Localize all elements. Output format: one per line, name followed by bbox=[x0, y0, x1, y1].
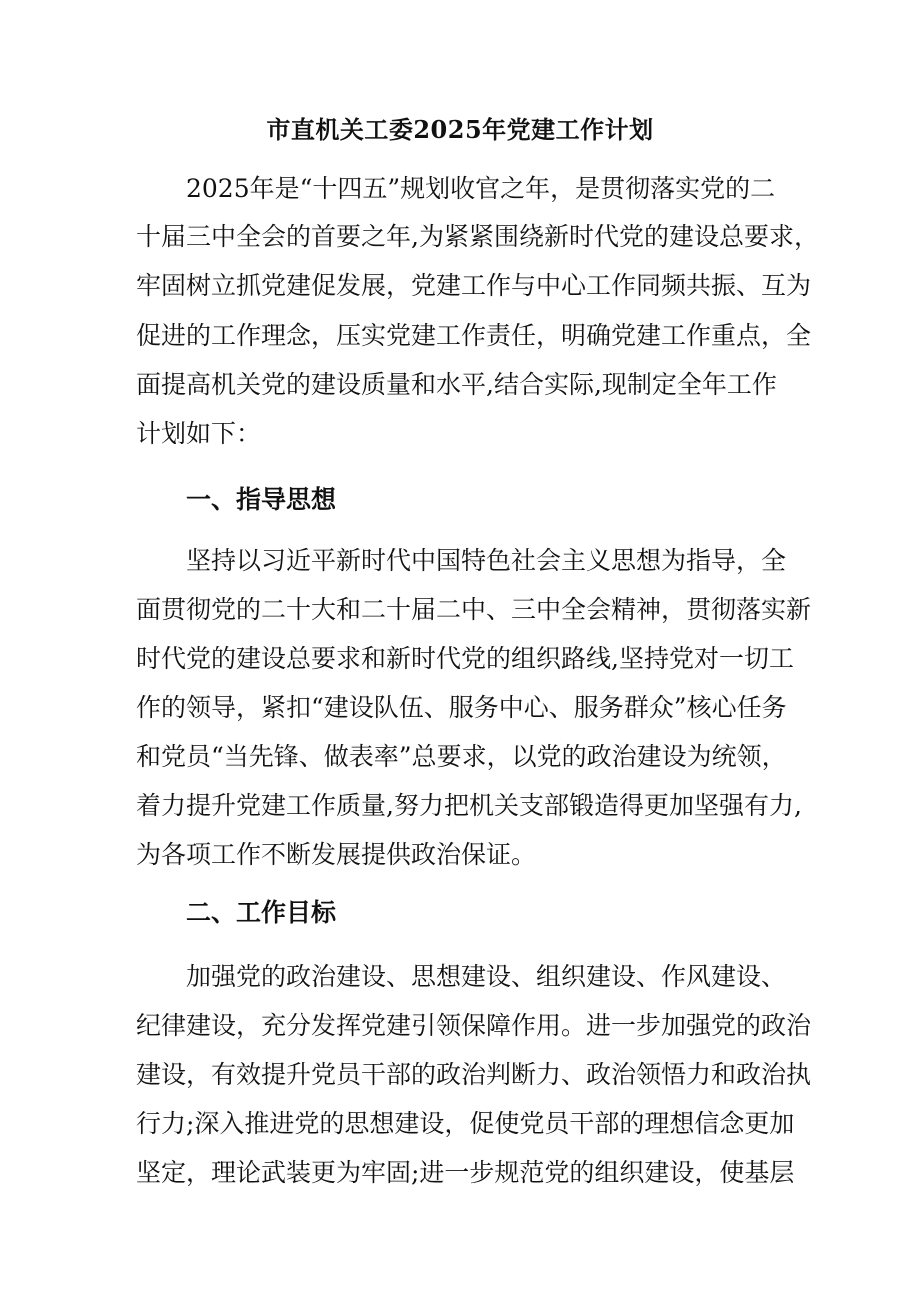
section1-line: 坚持以习近平新时代中国特色社会主义思想为指导，全 bbox=[186, 546, 787, 575]
section-heading-guiding-ideology: 一、指导思想 bbox=[186, 485, 337, 514]
document-title: 市直机关工委2025年党建工作计划 bbox=[266, 115, 654, 144]
section1-line: 和党员“当先锋、做表率”总要求，以党的政治建设为统领， bbox=[136, 742, 787, 771]
intro-line: 促进的工作理念，压实党建工作责任，明确党建工作重点，全 bbox=[136, 321, 812, 350]
intro-line: 十届三中全会的首要之年,为紧紧围绕新时代党的建设总要求， bbox=[136, 222, 819, 251]
section2-line: 坚定，理论武装更为牢固;进一步规范党的组织建设，使基层 bbox=[136, 1158, 795, 1187]
section2-line: 建设，有效提升党员干部的政治判断力、政治领悟力和政治执 bbox=[136, 1060, 812, 1089]
section-heading-work-goals: 二、工作目标 bbox=[186, 898, 337, 927]
intro-line: 面提高机关党的建设质量和水平,结合实际,现制定全年工作 bbox=[136, 370, 777, 399]
section1-line: 时代党的建设总要求和新时代党的组织路线,坚持党对一切工 bbox=[136, 644, 794, 673]
intro-line: 2025年是“十四五”规划收官之年，是贯彻落实党的二 bbox=[186, 174, 776, 203]
intro-line: 计划如下： bbox=[136, 419, 262, 448]
section1-line: 为各项工作不断发展提供政治保证。 bbox=[136, 840, 537, 869]
section1-line: 作的领导，紧扣“建设队伍、服务中心、服务群众”核心任务 bbox=[136, 693, 787, 722]
section1-line: 着力提升党建工作质量,努力把机关支部锻造得更加坚强有力, bbox=[136, 791, 802, 820]
section1-line: 面贯彻党的二十大和二十届二中、三中全会精神，贯彻落实新 bbox=[136, 595, 812, 624]
section2-line: 加强党的政治建设、思想建设、组织建设、作风建设、 bbox=[186, 962, 787, 991]
section2-line: 纪律建设，充分发挥党建引领保障作用。进一步加强党的政治 bbox=[136, 1011, 812, 1040]
section2-line: 行力;深入推进党的思想建设，促使党员干部的理想信念更加 bbox=[136, 1109, 795, 1138]
intro-line: 牢固树立抓党建促发展，党建工作与中心工作同频共振、互为 bbox=[136, 271, 812, 300]
